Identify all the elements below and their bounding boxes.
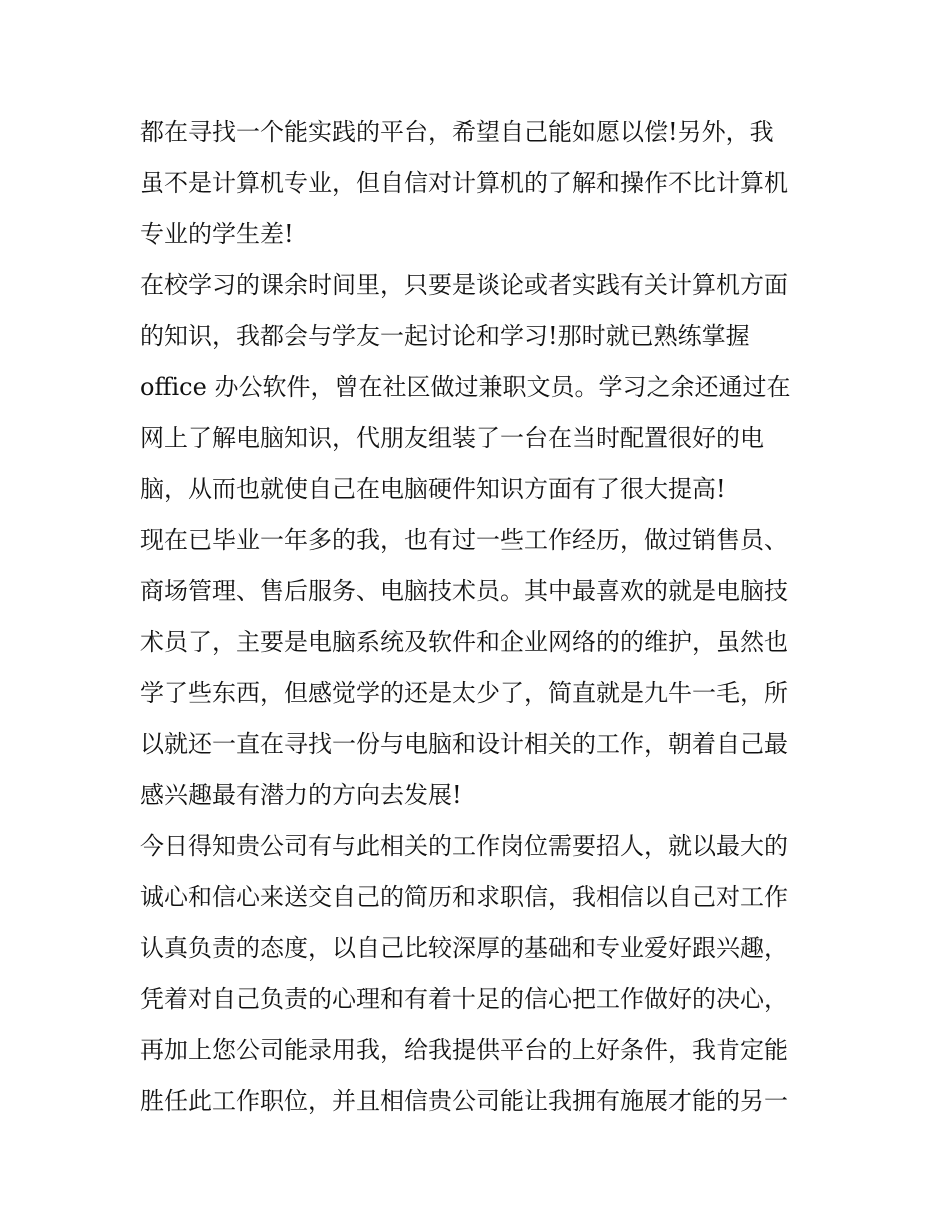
text-line: 凭着对自己负责的心理和有着十足的信心把工作做好的决心，: [140, 985, 788, 1013]
text-line: 现在已毕业一年多的我，也有过一些工作经历，做过销售员、: [140, 526, 788, 554]
text-line: 感兴趣最有潜力的方向去发展!: [140, 781, 462, 809]
text-line: 商场管理、售后服务、电脑技术员。其中最喜欢的就是电脑技: [140, 577, 788, 605]
document-body: [140, 107, 820, 1127]
text-line: 胜任此工作职位，并且相信贵公司能让我拥有施展才能的另一: [140, 1087, 788, 1115]
text-line: 诚心和信心来送交自己的简历和求职信，我相信以自己对工作: [140, 883, 788, 911]
text-line: 的知识，我都会与学友一起讨论和学习!那时就已熟练掌握: [140, 322, 750, 350]
text-line: 在校学习的课余时间里，只要是谈论或者实践有关计算机方面: [140, 271, 788, 299]
text-line: 以就还一直在寻找一份与电脑和设计相关的工作，朝着自己最: [140, 730, 788, 758]
text-line: 虽不是计算机专业，但自信对计算机的了解和操作不比计算机: [140, 169, 788, 197]
text-line: 认真负责的态度，以自己比较深厚的基础和专业爱好跟兴趣，: [140, 934, 788, 962]
text-line: 都在寻找一个能实践的平台，希望自己能如愿以偿!另外，我: [140, 118, 774, 146]
text-line: office 办公软件，曾在社区做过兼职文员。学习之余还通过在: [140, 373, 791, 401]
text-line: 今日得知贵公司有与此相关的工作岗位需要招人，就以最大的: [140, 832, 788, 860]
text-line: 再加上您公司能录用我，给我提供平台的上好条件，我肯定能: [140, 1036, 788, 1064]
text-line: 专业的学生差!: [140, 220, 294, 248]
text-line: 学了些东西，但感觉学的还是太少了，简直就是九牛一毛，所: [140, 679, 788, 707]
text-line: 术员了，主要是电脑系统及软件和企业网络的的维护，虽然也: [140, 628, 788, 656]
text-line: 网上了解电脑知识，代朋友组装了一台在当时配置很好的电: [140, 424, 764, 452]
text-line: 脑，从而也就使自己在电脑硬件知识方面有了很大提高!: [140, 475, 726, 503]
